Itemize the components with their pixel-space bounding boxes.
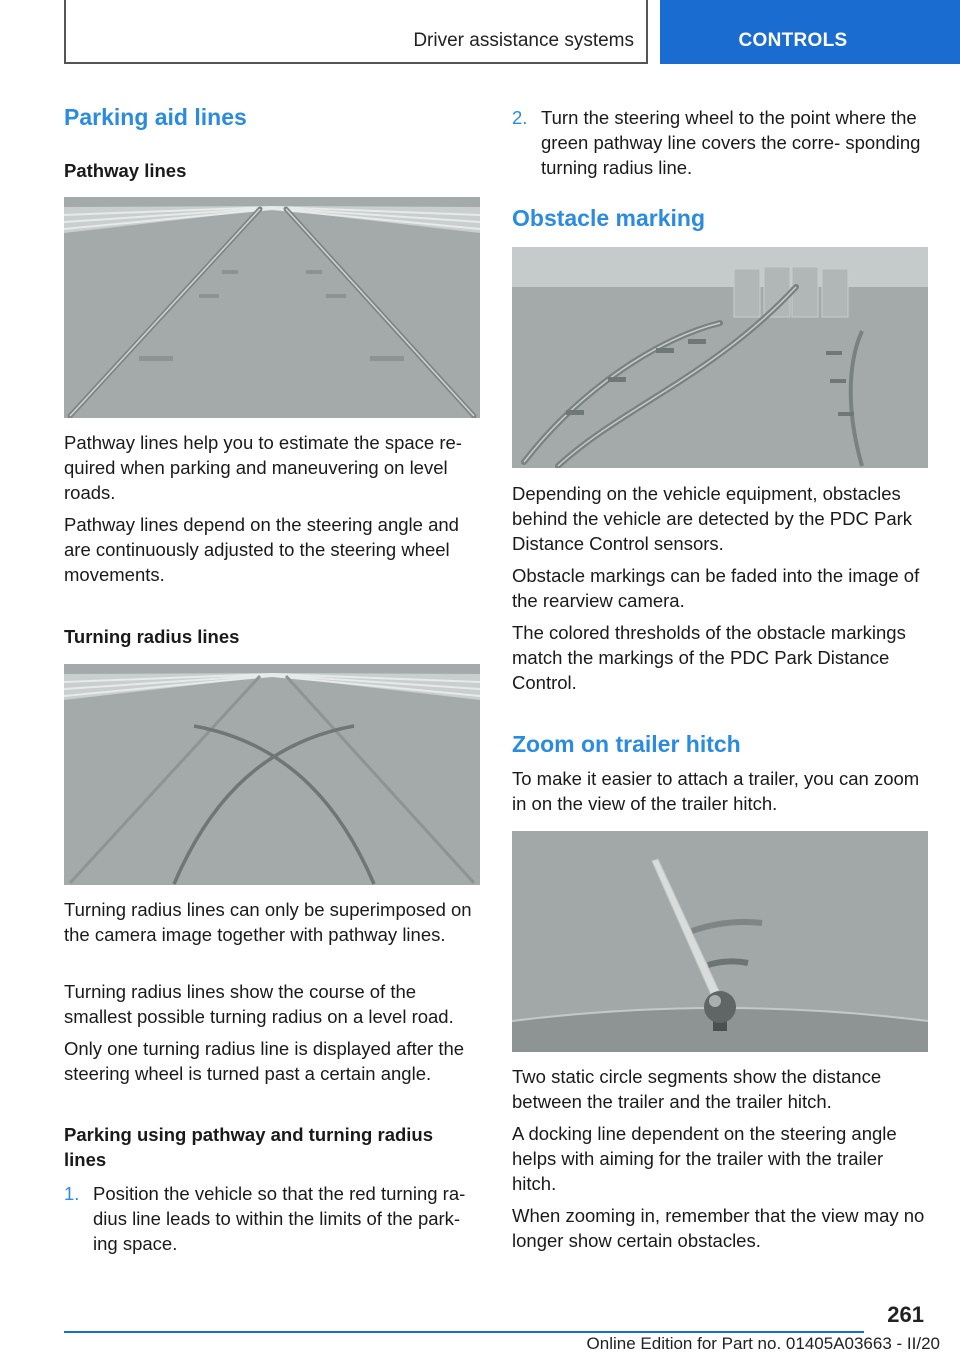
turning-radius-paragraph-3: Only one turning radius line is displayed after the steering wheel is turned past a certain angle. (64, 1038, 465, 1084)
header-chapter-label: CONTROLS (738, 30, 848, 51)
turning-radius-paragraph-2: Turning radius lines show the course of the smallest possible turning radius on a level road. (64, 981, 454, 1027)
turning-radius-paragraph-1: Turning radius lines can only be superimposed on the camera image together with pathway lines. (64, 899, 472, 945)
zoom-paragraph-2: Two static circle segments show the distance between the trailer and the trailer hitch. (512, 1066, 882, 1112)
trailer-hitch-illustration (512, 831, 928, 1052)
heading-pathway-lines: Pathway lines (64, 160, 187, 181)
heading-parking-using-lines: Parking using pathway and turning radius lines (64, 1124, 434, 1170)
obstacle-marking-illustration (512, 247, 928, 468)
turning-radius-lines-illustration (64, 664, 480, 885)
zoom-paragraph-3: A docking line dependent on the steering angle helps with aiming for the trailer with the trailer hitch. (512, 1123, 897, 1194)
list-item-number: 1. (64, 1183, 80, 1204)
list-item-text: Turn the steering wheel to the point where the green pathway line covers the corre‐ sponding turning radius line. (541, 107, 921, 178)
section-title-obstacle-marking: Obstacle marking (512, 205, 706, 231)
header-chapter-tab (660, 0, 960, 64)
zoom-paragraph-1: To make it easier to attach a trailer, you can zoom in on the view of the trailer hitch. (512, 768, 920, 814)
header-section-box (64, 0, 648, 64)
heading-turning-radius-lines: Turning radius lines (64, 626, 240, 647)
pathway-lines-paragraph-2: Pathway lines depend on the steering angle and are continuously adjusted to the steering wheel movements. (64, 514, 459, 585)
obstacle-paragraph-3: The colored thresholds of the obstacle markings match the markings of the PDC Park Distance Control. (512, 622, 906, 693)
header-section-title: Driver assistance systems (413, 30, 634, 51)
section-title-parking-aid-lines: Parking aid lines (64, 104, 247, 130)
list-item-text: Position the vehicle so that the red turning ra‐ dius line leads to within the limits of the park‐ ing space. (93, 1183, 466, 1254)
pathway-lines-illustration (64, 197, 480, 418)
footer-divider (64, 1331, 864, 1333)
pathway-lines-paragraph-1: Pathway lines help you to estimate the space re‐ quired when parking and maneuvering on level roads. (64, 432, 462, 503)
zoom-paragraph-4: When zooming in, remember that the view may no longer show certain obstacles. (512, 1205, 925, 1251)
obstacle-paragraph-1: Depending on the vehicle equipment, obstacles behind the vehicle are detected by the PDC Park Distance Control sensors. (512, 483, 913, 554)
list-item-number: 2. (512, 107, 528, 128)
section-title-zoom-on-trailer-hitch: Zoom on trailer hitch (512, 731, 741, 757)
page-number: 261 (887, 1302, 924, 1327)
footer-edition-text: Online Edition for Part no. 01405A03663 - II/20 (586, 1334, 940, 1353)
obstacle-paragraph-2: Obstacle markings can be faded into the image of the rearview camera. (512, 565, 920, 611)
